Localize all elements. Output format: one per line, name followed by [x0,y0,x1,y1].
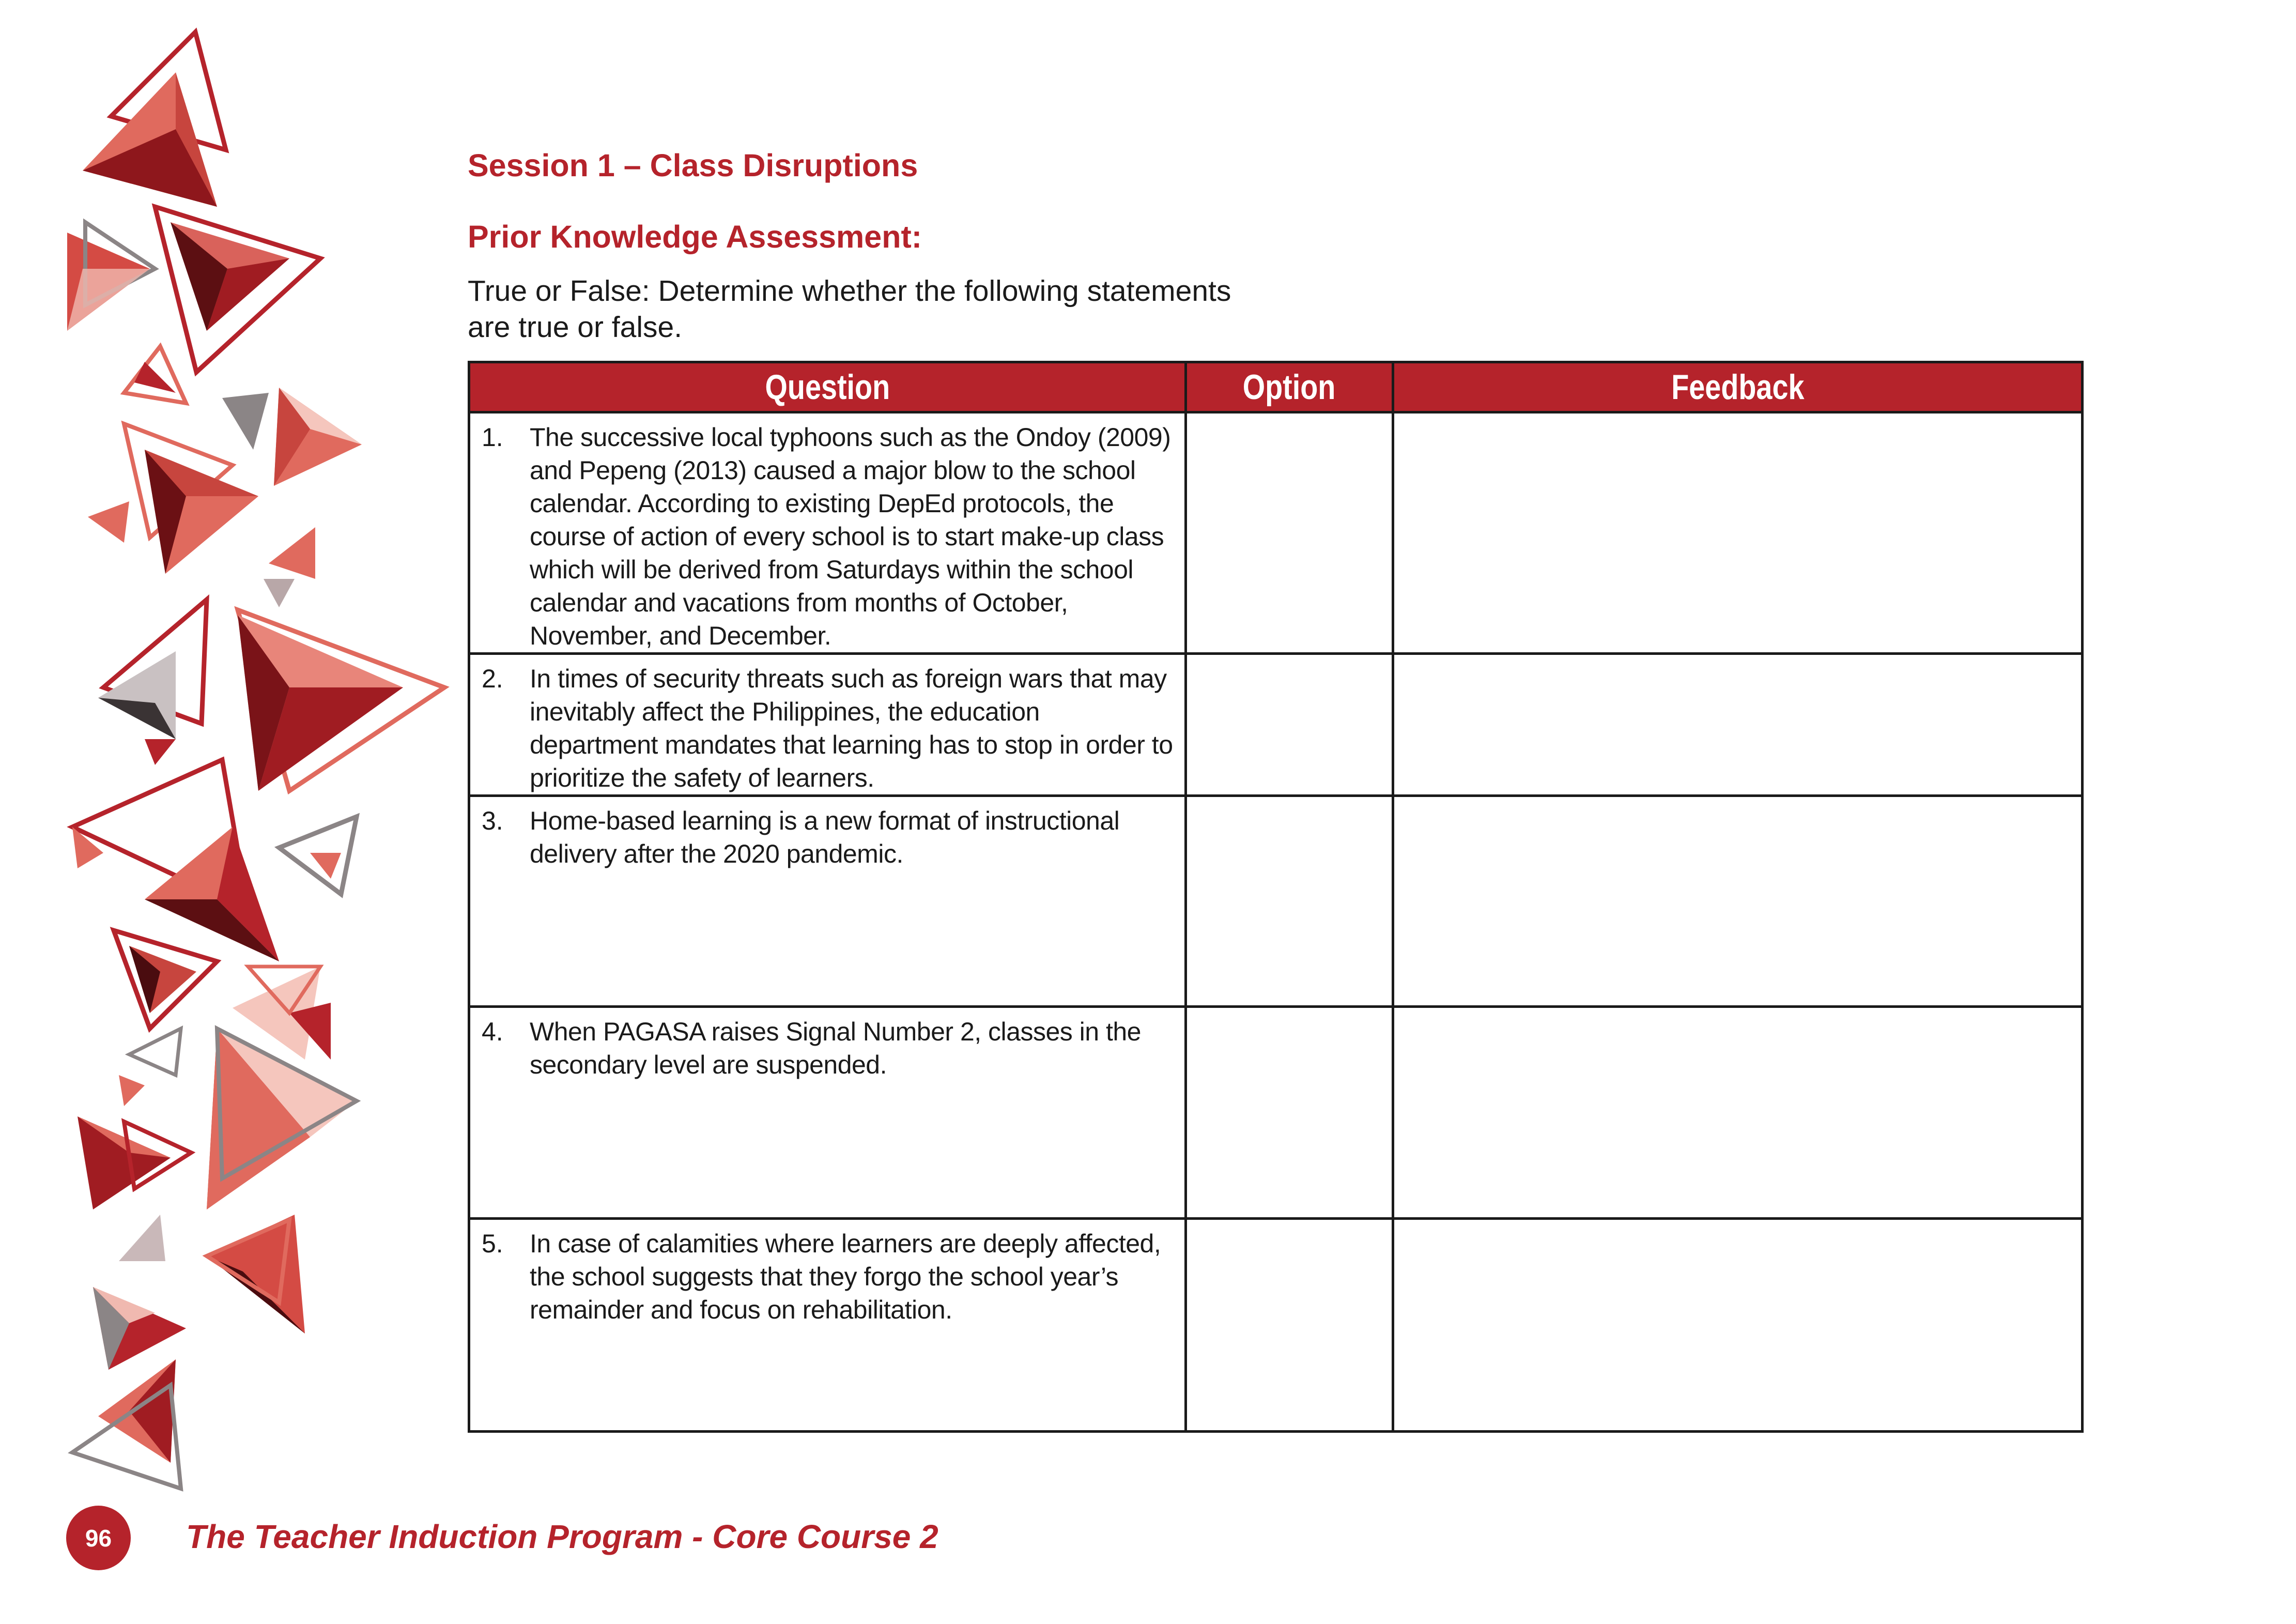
feedback-cell[interactable] [1393,412,2083,654]
page-number-badge: 96 [66,1506,131,1570]
table-row [469,654,2083,796]
option-cell[interactable] [1186,1007,1393,1219]
question-cell [469,1219,1186,1432]
assessment-table [468,361,2084,1433]
feedback-cell[interactable] [1393,654,2083,796]
question-number: 4. [482,1017,503,1046]
table-header-row [469,362,2083,412]
question-cell [469,1007,1186,1219]
table-row [469,412,2083,654]
footer-title: The Teacher Induction Program - Core Course 2 [186,1518,938,1555]
feedback-cell[interactable] [1393,1007,2083,1219]
decorative-triangles [0,0,465,1624]
section-title: Prior Knowledge Assessment: [468,219,922,254]
column-header-feedback: Feedback [1393,362,2083,412]
question-cell [469,654,1186,796]
table-row [469,796,2083,1007]
option-cell[interactable] [1186,412,1393,654]
option-cell[interactable] [1186,1219,1393,1432]
table-row [469,1219,2083,1432]
question-number: 3. [482,806,503,835]
feedback-cell[interactable] [1393,1219,2083,1432]
question-text: In times of security threats such as foreign wars that may inevitably affect the Philippines, the education department mandates that learning has to stop in order to prioritize the safety of learners. [530,664,1173,792]
question-text: When PAGASA raises Signal Number 2, classes in the secondary level are suspended. [530,1017,1141,1079]
option-cell[interactable] [1186,796,1393,1007]
question-text: In case of calamities where learners are deeply affected, the school suggests that they forgo the school year’s remainder and focus on rehabilitation. [530,1229,1161,1324]
session-title: Session 1 – Class Disruptions [468,148,918,183]
question-number: 2. [482,664,503,693]
question-cell [469,796,1186,1007]
table-row [469,1007,2083,1219]
feedback-cell[interactable] [1393,796,2083,1007]
column-header-option: Option [1186,362,1393,412]
question-number: 1. [482,423,503,452]
option-cell[interactable] [1186,654,1393,796]
instructions-text: True or False: Determine whether the following statements are true or false. [468,274,1231,344]
column-header-question: Question [469,362,1186,412]
question-text: Home-based learning is a new format of instructional delivery after the 2020 pandemic. [530,806,1120,868]
question-cell [469,412,1186,654]
question-number: 5. [482,1229,503,1258]
question-text: The successive local typhoons such as the Ondoy (2009) and Pepeng (2013) caused a major blow to the school calendar. According to existing DepEd protocols, the course of action of every school is to start make-up class which will be derived from Saturdays within the school calendar and vacations from months of October, November, and December. [530,423,1171,650]
